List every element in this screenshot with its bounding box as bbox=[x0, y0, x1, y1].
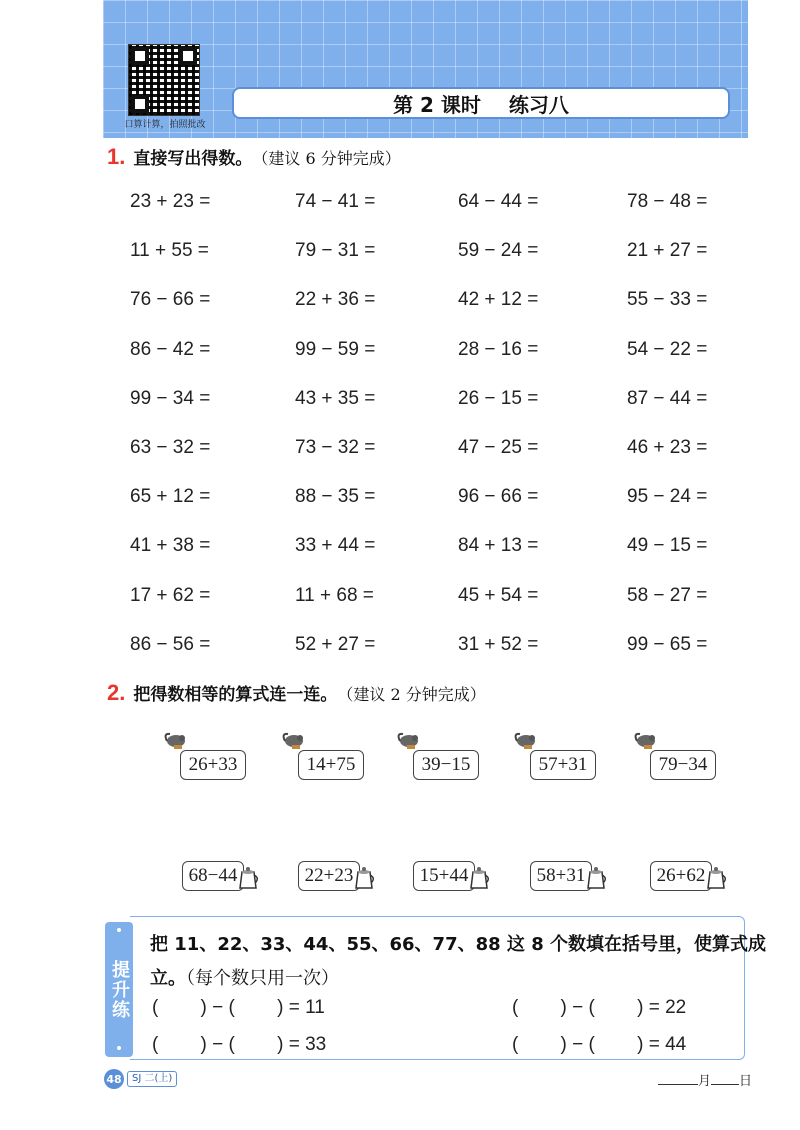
section2-heading bbox=[107, 680, 486, 706]
jug-icon bbox=[354, 866, 376, 890]
equation-item[interactable]: 64 − 44 = bbox=[458, 191, 539, 212]
equation-item[interactable]: 99 − 65 = bbox=[627, 633, 708, 655]
equation-item[interactable]: 99 − 59 = bbox=[295, 338, 376, 360]
match-bottom-expression[interactable]: 22+23 bbox=[298, 861, 360, 891]
match-top-expression[interactable]: 57+31 bbox=[530, 750, 596, 780]
squirrel-icon bbox=[395, 729, 421, 751]
equation-item[interactable]: 42 + 12 = bbox=[458, 289, 539, 311]
equation-item[interactable]: 87 − 44 = bbox=[627, 387, 708, 409]
lesson-title: 练习八 bbox=[508, 92, 569, 117]
equation-item[interactable]: 23 + 23 = bbox=[130, 191, 211, 212]
equation-item[interactable]: 74 − 41 = bbox=[295, 191, 376, 212]
equation-item[interactable]: 86 − 56 = bbox=[130, 633, 211, 655]
equation-item[interactable]: 65 + 12 = bbox=[130, 486, 211, 508]
equation-item[interactable]: 22 + 36 = bbox=[295, 289, 376, 311]
match-top-expression[interactable]: 79−34 bbox=[650, 750, 716, 780]
section2-number: 2. bbox=[107, 680, 126, 705]
squirrel-icon bbox=[632, 729, 658, 751]
match-top-expression[interactable]: 39−15 bbox=[413, 750, 479, 780]
squirrel-icon bbox=[280, 729, 306, 751]
equation-item[interactable]: 86 − 42 = bbox=[130, 338, 211, 360]
equation-item[interactable]: 17 + 62 = bbox=[130, 584, 211, 606]
squirrel-icon bbox=[162, 729, 188, 751]
match-top-expression[interactable]: 26+33 bbox=[180, 750, 246, 780]
equation-item[interactable]: 78 − 48 = bbox=[627, 191, 708, 212]
blank-equation[interactable]: ( ) − ( ) = 22 bbox=[512, 997, 687, 1018]
equation-item[interactable]: 95 − 24 = bbox=[627, 486, 708, 508]
jug-icon bbox=[706, 866, 728, 890]
page-number: 48 bbox=[104, 1069, 124, 1089]
match-bottom-expression[interactable]: 15+44 bbox=[413, 861, 475, 891]
squirrel-icon bbox=[512, 729, 538, 751]
equation-item[interactable]: 28 − 16 = bbox=[458, 338, 539, 360]
match-bottom-expression[interactable]: 26+62 bbox=[650, 861, 712, 891]
equation-item[interactable]: 76 − 66 = bbox=[130, 289, 211, 311]
extension-line2 bbox=[150, 964, 339, 990]
equation-item[interactable]: 99 − 34 = bbox=[130, 387, 211, 409]
equation-item[interactable]: 43 + 35 = bbox=[295, 387, 376, 409]
jug-icon bbox=[469, 866, 491, 890]
equation-item[interactable]: 41 + 38 = bbox=[130, 535, 211, 557]
side-dot-icon bbox=[117, 1046, 121, 1050]
match-bottom-expression[interactable]: 68−44 bbox=[182, 861, 244, 891]
equation-item[interactable]: 73 − 32 = bbox=[295, 437, 376, 458]
equation-item[interactable]: 11 + 68 = bbox=[295, 584, 374, 606]
page-footer bbox=[104, 1069, 177, 1089]
extension-line2-b: （每个数只用一次） bbox=[186, 968, 339, 989]
equation-item[interactable]: 49 − 15 = bbox=[627, 535, 708, 557]
equation-item[interactable]: 63 − 32 = bbox=[130, 437, 211, 458]
equation-item[interactable]: 21 + 27 = bbox=[627, 240, 708, 262]
extension-line2-a: 立。 bbox=[150, 968, 186, 989]
month-label: 月 bbox=[698, 1074, 712, 1089]
equation-item[interactable]: 55 − 33 = bbox=[627, 289, 708, 311]
equation-item[interactable]: 54 − 22 = bbox=[627, 338, 708, 360]
section1-title: 直接写出得数。 bbox=[133, 149, 253, 169]
equation-item[interactable]: 33 + 44 = bbox=[295, 535, 376, 557]
blank-equation[interactable]: ( ) − ( ) = 33 bbox=[152, 1034, 327, 1055]
equation-item[interactable]: 59 − 24 = bbox=[458, 240, 539, 262]
blank-equation[interactable]: ( ) − ( ) = 11 bbox=[152, 997, 325, 1018]
blank-equation[interactable]: ( ) − ( ) = 44 bbox=[512, 1034, 687, 1055]
side-dot-icon bbox=[117, 928, 121, 932]
edition-badge: SJ 二(上) bbox=[127, 1071, 177, 1087]
equation-item[interactable]: 11 + 55 = bbox=[130, 240, 209, 262]
equation-item[interactable]: 46 + 23 = bbox=[627, 437, 708, 458]
equation-item[interactable]: 47 − 25 = bbox=[458, 437, 539, 458]
extension-line1: 把 11、22、33、44、55、66、77、88 这 8 个数填在括号里，使算式成 bbox=[150, 934, 766, 955]
equation-item[interactable]: 45 + 54 = bbox=[458, 584, 539, 606]
match-top-expression[interactable]: 14+75 bbox=[298, 750, 364, 780]
equation-item[interactable]: 31 + 52 = bbox=[458, 633, 539, 655]
jug-icon bbox=[586, 866, 608, 890]
lesson-number: 第 2 课时 bbox=[393, 92, 481, 117]
equation-item[interactable]: 96 − 66 = bbox=[458, 486, 539, 508]
match-bottom-expression[interactable]: 58+31 bbox=[530, 861, 592, 891]
section2-hint: （建议 2 分钟完成） bbox=[337, 685, 486, 704]
lesson-title-bar bbox=[232, 87, 730, 119]
section1-number: 1. bbox=[107, 144, 126, 169]
extension-side-label: 提升练 bbox=[105, 922, 133, 1057]
qr-code-icon[interactable] bbox=[128, 44, 200, 116]
section1-heading bbox=[107, 144, 401, 170]
equation-item[interactable]: 58 − 27 = bbox=[627, 584, 708, 606]
jug-icon bbox=[238, 866, 260, 890]
equation-item[interactable]: 79 − 31 = bbox=[295, 240, 376, 262]
qr-caption: 口算计算，拍照批改 bbox=[124, 120, 206, 130]
section1-hint: （建议 6 分钟完成） bbox=[252, 149, 401, 168]
equation-item[interactable]: 84 + 13 = bbox=[458, 535, 539, 557]
equation-item[interactable]: 52 + 27 = bbox=[295, 633, 376, 655]
equation-item[interactable]: 88 − 35 = bbox=[295, 486, 376, 508]
day-label: 日 bbox=[739, 1074, 753, 1089]
equation-item[interactable]: 26 − 15 = bbox=[458, 387, 539, 409]
date-field[interactable] bbox=[658, 1070, 752, 1089]
section2-title: 把得数相等的算式连一连。 bbox=[133, 685, 338, 705]
